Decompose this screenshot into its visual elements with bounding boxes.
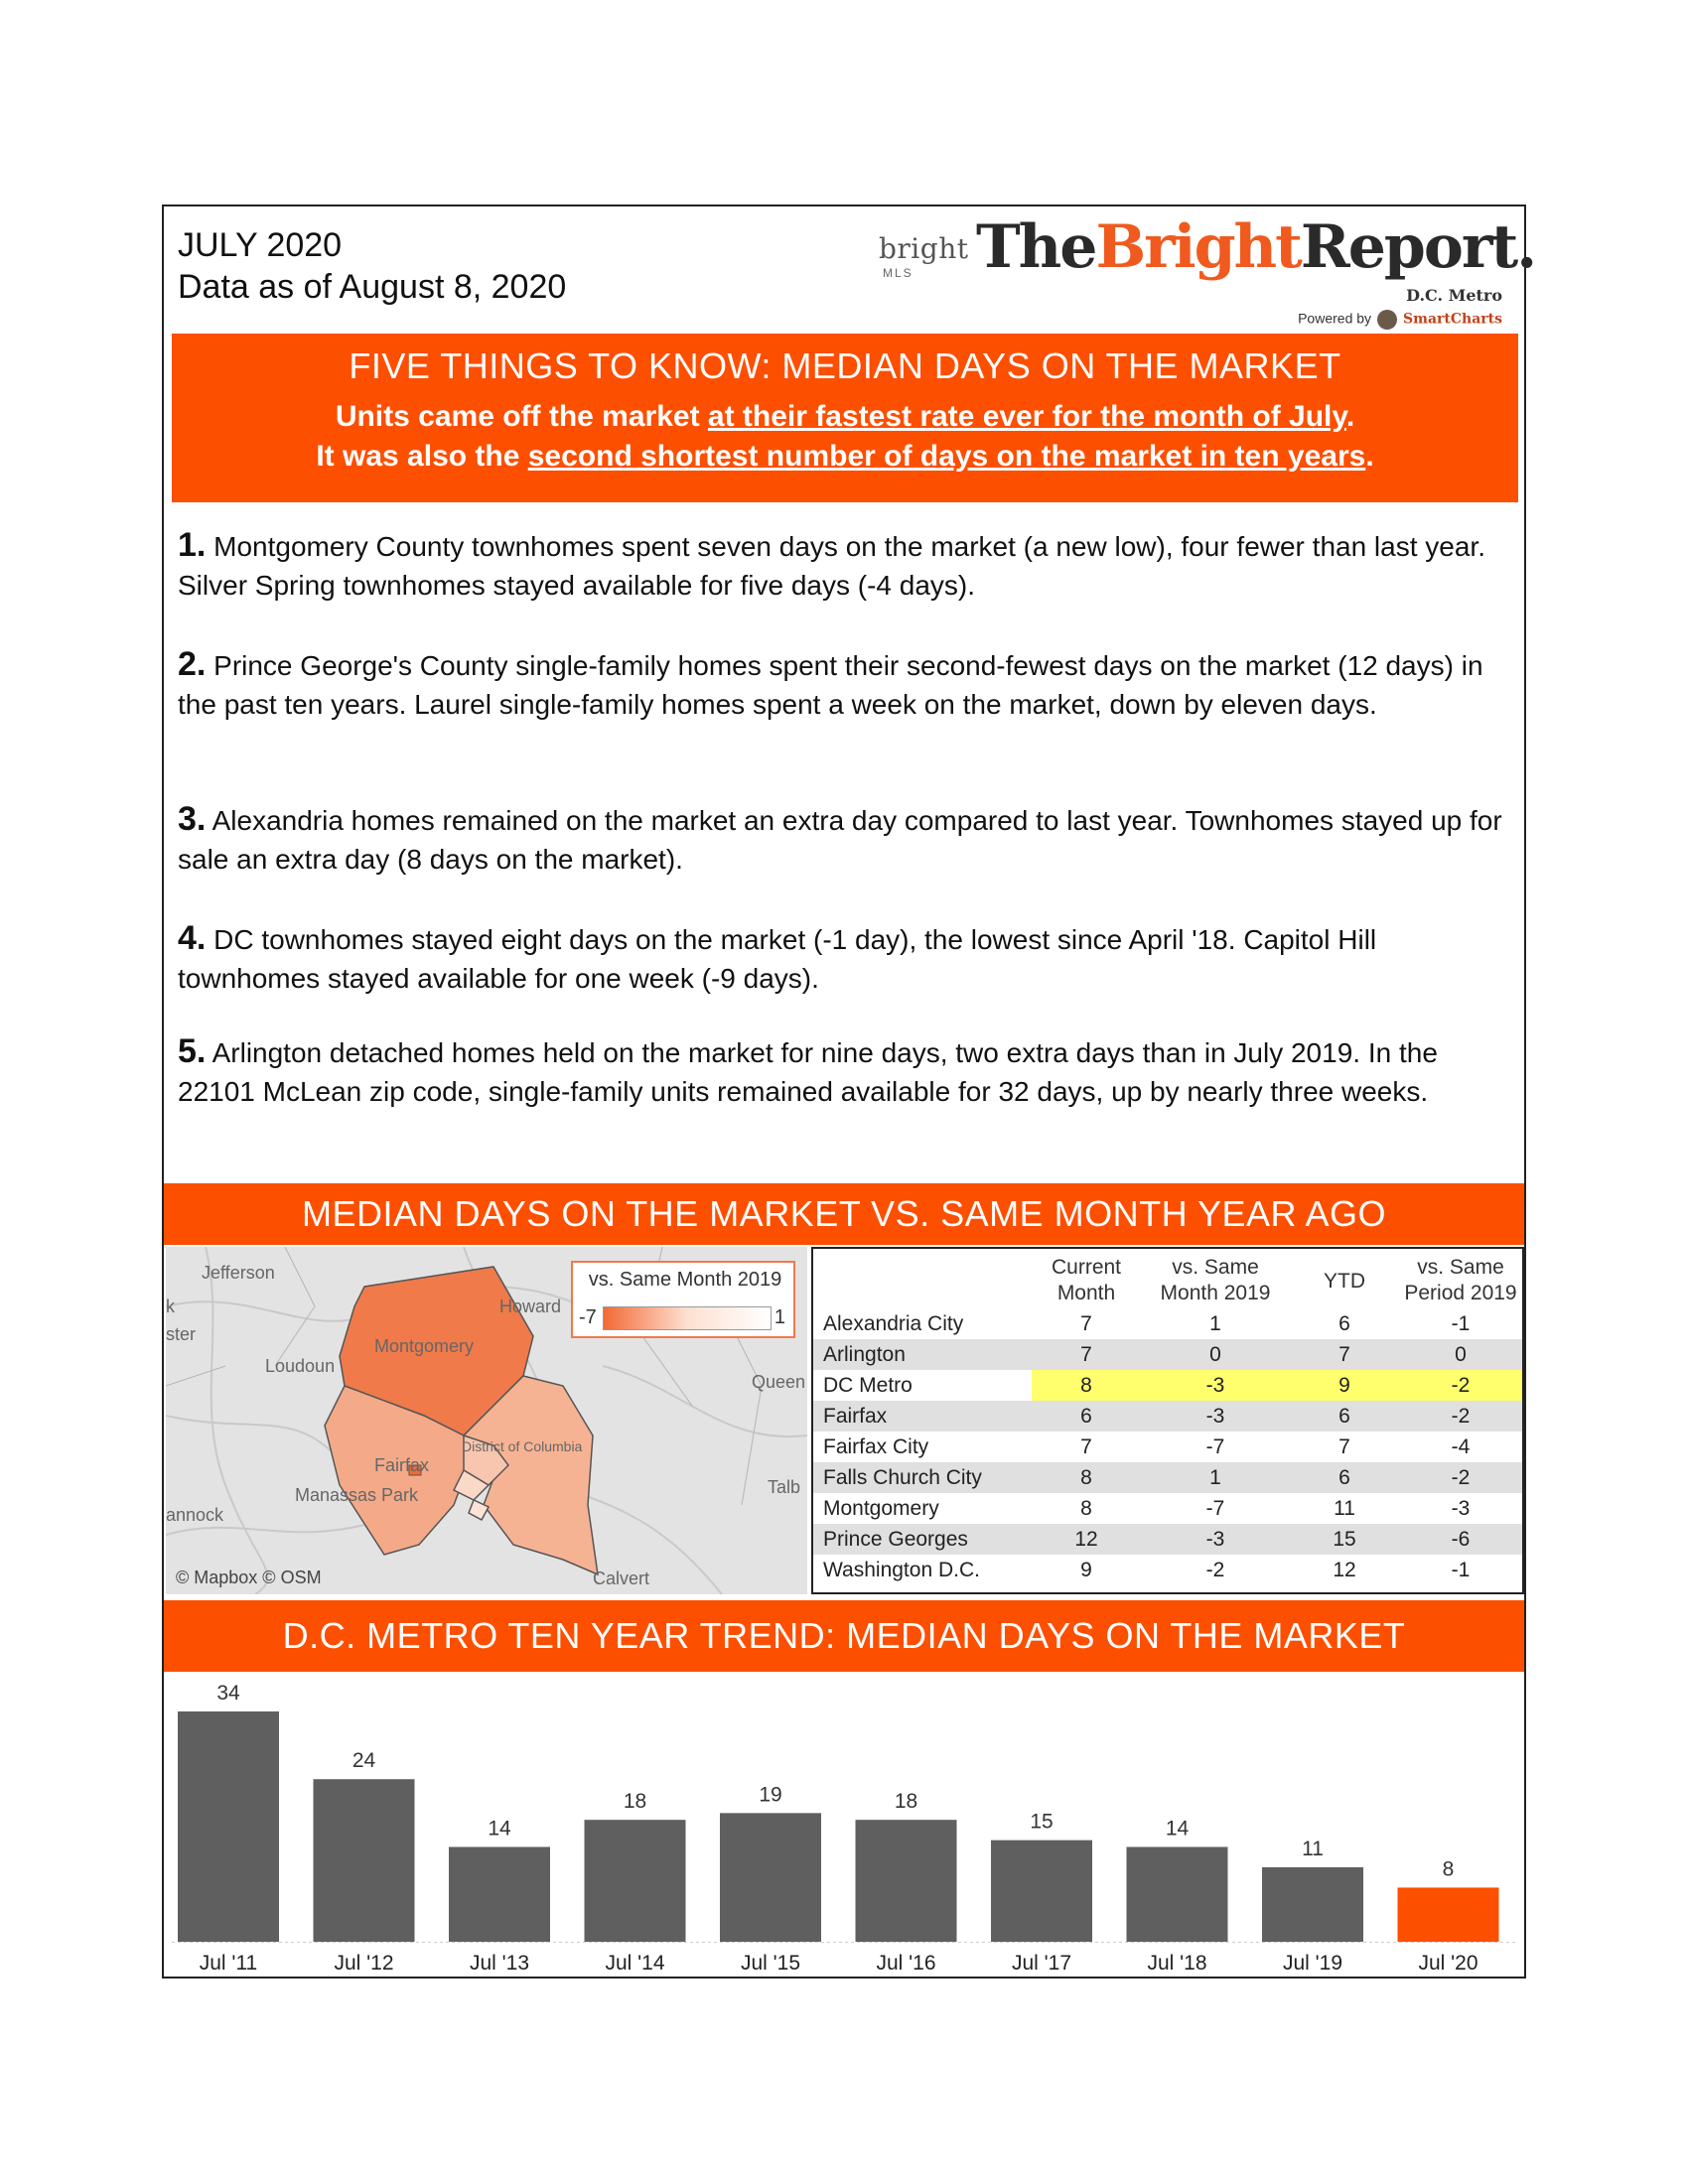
legend-max: 1 [774, 1306, 785, 1328]
row-value-vsp: -2 [1399, 1370, 1522, 1401]
table-row [813, 1370, 1522, 1401]
smartcharts-label: SmartCharts [1403, 311, 1502, 328]
bar-3[interactable] [585, 1820, 686, 1942]
trend-banner: D.C. METRO TEN YEAR TREND: MEDIAN DAYS ON THE MARKET [164, 1600, 1524, 1672]
legend-gradient-bar [603, 1306, 772, 1330]
line1-part-c: . [1345, 400, 1355, 433]
bar-8[interactable] [1262, 1867, 1363, 1942]
row-value-vs: -7 [1205, 1497, 1225, 1520]
table-row [813, 1432, 1522, 1462]
row-value-vsp: -2 [1451, 1466, 1471, 1489]
x-tick-label-5: Jul '16 [876, 1952, 936, 1975]
header-vs-same-month [1141, 1255, 1290, 1306]
point-5 [178, 1032, 1518, 1111]
row-value-vsp: -1 [1451, 1559, 1471, 1581]
row-value-current: 8 [1080, 1466, 1092, 1489]
logo-title-part2: Bright [1095, 212, 1301, 282]
five-things-line-2 [172, 437, 1518, 477]
logo-bright-text: bright [879, 232, 969, 265]
header-current-month [1032, 1255, 1141, 1306]
legend-title: vs. Same Month 2019 [588, 1269, 782, 1291]
header-line: Period 2019 [1404, 1282, 1517, 1304]
x-tick-label-7: Jul '18 [1147, 1952, 1207, 1975]
point-number: 4. [178, 919, 207, 957]
map-label: Howard [499, 1297, 562, 1316]
header-line: Month [1056, 1282, 1116, 1304]
bar-value-label-3: 18 [623, 1790, 647, 1814]
row-value-vsp: -2 [1451, 1405, 1471, 1428]
county-map[interactable] [166, 1247, 807, 1594]
bar-value-label-2: 14 [488, 1817, 511, 1841]
x-tick-label-3: Jul '14 [605, 1952, 665, 1975]
row-value-current: 8 [1080, 1497, 1092, 1520]
map-label: Queen [752, 1372, 806, 1392]
point-number: 1. [178, 526, 207, 564]
report-frame [162, 205, 1536, 1979]
row-value-ytd: 12 [1333, 1559, 1356, 1581]
bar-7[interactable] [1127, 1846, 1228, 1942]
header-line: Current [1051, 1256, 1122, 1279]
row-name: Falls Church City [823, 1466, 982, 1489]
map-label: Talb [768, 1477, 801, 1497]
row-value-current: 12 [1074, 1528, 1098, 1551]
point-text: Montgomery County townhomes spent seven days on the market (a new low), four fewer than last year. Silver Spring townhomes stayed available for five days (-4 days). [178, 531, 1485, 601]
comparison-banner: MEDIAN DAYS ON THE MARKET VS. SAME MONTH YEAR AGO [164, 1183, 1524, 1245]
row-value-vs: 1 [1209, 1312, 1221, 1335]
bar-0[interactable] [178, 1711, 279, 1942]
five-things-title: FIVE THINGS TO KNOW: MEDIAN DAYS ON THE MARKET [349, 345, 1341, 386]
map-label: ster [166, 1324, 197, 1344]
row-value-current: 9 [1080, 1559, 1092, 1581]
row-value-vs: 1 [1209, 1466, 1221, 1489]
row-value-current: 7 [1080, 1312, 1092, 1335]
row-value-vs: -3 [1205, 1528, 1225, 1551]
bar-value-label-1: 24 [352, 1749, 376, 1773]
line1-part-a: Units came off the market [335, 400, 708, 433]
row-name: Montgomery [823, 1497, 939, 1520]
map-label: k [166, 1297, 175, 1316]
comparison-table [811, 1247, 1524, 1594]
header-line: vs. Same [1417, 1256, 1504, 1279]
table-row [813, 1401, 1522, 1432]
table-row [813, 1493, 1522, 1524]
point-1 [178, 526, 1518, 605]
bright-report-logo [879, 212, 1536, 334]
x-tick-label-8: Jul '19 [1282, 1952, 1343, 1975]
map-label: Loudoun [265, 1356, 336, 1376]
row-value-vs: -7 [1205, 1435, 1225, 1458]
row-value-current: 7 [1080, 1343, 1092, 1366]
row-value-vs: -3 [1141, 1370, 1290, 1401]
row-name: Prince Georges [823, 1528, 968, 1551]
line2-part-a: It was also the [316, 440, 528, 473]
map-label: Calvert [593, 1569, 650, 1588]
row-value-current: 6 [1080, 1405, 1092, 1428]
powered-by [1298, 310, 1502, 330]
row-name: Fairfax [823, 1405, 888, 1428]
row-name: DC Metro [823, 1374, 913, 1397]
row-name: Washington D.C. [823, 1559, 980, 1581]
bar-6[interactable] [991, 1841, 1092, 1942]
data-as-of: Data as of August 8, 2020 [178, 268, 567, 306]
header-ytd: YTD [1324, 1270, 1365, 1293]
row-value-vsp: -4 [1451, 1435, 1471, 1458]
bar-value-label-5: 18 [894, 1790, 918, 1814]
line1-part-b: at their fastest rate ever for the month of July [707, 400, 1346, 433]
five-things-banner [172, 334, 1518, 502]
smartcharts-logo-icon [1377, 310, 1397, 330]
x-tick-label-0: Jul '11 [199, 1952, 258, 1975]
bar-value-label-9: 8 [1442, 1857, 1455, 1881]
bar-value-label-4: 19 [759, 1783, 782, 1807]
map-credit[interactable]: © Mapbox © OSM [176, 1568, 322, 1587]
row-value-vsp: 0 [1455, 1343, 1467, 1366]
map-label: Montgomery [374, 1336, 475, 1356]
point-4 [178, 919, 1518, 998]
x-tick-label-9: Jul '20 [1418, 1952, 1478, 1975]
table-row [813, 1462, 1522, 1493]
bar-value-label-8: 11 [1302, 1837, 1324, 1860]
row-value-ytd: 7 [1338, 1435, 1350, 1458]
point-number: 2. [178, 645, 207, 683]
table-row [813, 1524, 1522, 1555]
logo-subtitle: D.C. Metro [1406, 286, 1502, 305]
row-value-ytd: 7 [1338, 1343, 1350, 1366]
point-2 [178, 645, 1518, 724]
row-name: Alexandria City [823, 1312, 964, 1335]
row-value-ytd: 6 [1338, 1312, 1350, 1335]
point-text: DC townhomes stayed eight days on the market (-1 day), the lowest since April '18. Capitol Hill townhomes stayed available for one week (-9 days). [178, 924, 1377, 994]
row-value-ytd: 6 [1338, 1405, 1350, 1428]
logo-title-part1: The [976, 212, 1096, 282]
row-value-vs: 0 [1209, 1343, 1221, 1366]
report-header [178, 224, 566, 308]
bar-2[interactable] [449, 1846, 550, 1942]
row-value-vsp: -1 [1451, 1312, 1471, 1335]
bar-value-label-0: 34 [216, 1682, 240, 1705]
five-things-line-1 [172, 397, 1518, 437]
row-value-ytd: 11 [1334, 1497, 1355, 1520]
bar-9[interactable] [1398, 1887, 1499, 1942]
point-number: 5. [178, 1032, 207, 1070]
row-value-vs: -2 [1205, 1559, 1225, 1581]
row-value-current: 8 [1032, 1370, 1141, 1401]
bar-value-label-6: 15 [1030, 1810, 1054, 1834]
legend-min: -7 [579, 1306, 597, 1328]
point-text: Alexandria homes remained on the market an extra day compared to last year. Townhomes stayed up for sale an extra day (8 days on the market). [178, 805, 1502, 875]
header-line: vs. Same [1172, 1256, 1259, 1279]
trend-chart-canvas [164, 1672, 1524, 1978]
header-line: Month 2019 [1160, 1282, 1271, 1304]
row-name: Arlington [823, 1343, 906, 1366]
table-row [813, 1555, 1522, 1585]
x-tick-label-1: Jul '12 [334, 1952, 394, 1975]
x-tick-label-2: Jul '13 [469, 1952, 530, 1975]
row-name: Fairfax City [823, 1435, 929, 1458]
bar-4[interactable] [720, 1813, 821, 1942]
row-value-ytd: 15 [1333, 1528, 1356, 1551]
point-3 [178, 800, 1518, 879]
row-value-ytd: 6 [1338, 1466, 1350, 1489]
point-text: Prince George's County single-family homes spent their second-fewest days on the market (12 days) in the past ten years. Laurel single-family homes spent a week on the market, down by eleven days. [178, 650, 1483, 720]
logo-mls-text: MLS [883, 266, 914, 280]
map-label: District of Columbia [462, 1438, 583, 1454]
map-label: Manassas Park [295, 1485, 419, 1505]
report-month: JULY 2020 [178, 226, 343, 264]
trend-bar-chart [164, 1672, 1524, 1978]
row-value-current: 7 [1080, 1435, 1092, 1458]
row-value-vsp: -3 [1451, 1497, 1471, 1520]
logo-title [976, 212, 1535, 282]
header-vs-same-period [1399, 1255, 1522, 1306]
table-row [813, 1339, 1522, 1370]
map-label: Jefferson [202, 1263, 275, 1283]
bar-5[interactable] [856, 1820, 957, 1942]
x-tick-label-4: Jul '15 [740, 1952, 801, 1975]
table-row [813, 1308, 1522, 1339]
powered-by-label: Powered by [1298, 310, 1372, 327]
line2-part-b: second shortest number of days on the market in ten years [527, 440, 1366, 473]
point-number: 3. [178, 800, 207, 838]
map-label: Fairfax [374, 1455, 430, 1475]
row-value-vsp: -6 [1451, 1528, 1471, 1551]
line2-part-c: . [1365, 440, 1374, 473]
map-label: annock [166, 1505, 224, 1525]
point-text: Arlington detached homes held on the market for nine days, two extra days than in July 2019. In the 22101 McLean zip code, single-family units remained available for 32 days, up by nearly three weeks. [178, 1037, 1438, 1107]
bar-1[interactable] [314, 1779, 415, 1942]
logo-title-part3: Report. [1300, 212, 1536, 282]
row-value-ytd: 9 [1290, 1370, 1399, 1401]
map-legend [571, 1261, 795, 1338]
row-value-vs: -3 [1205, 1405, 1225, 1428]
x-tick-label-6: Jul '17 [1011, 1952, 1072, 1975]
bar-value-label-7: 14 [1165, 1817, 1190, 1841]
